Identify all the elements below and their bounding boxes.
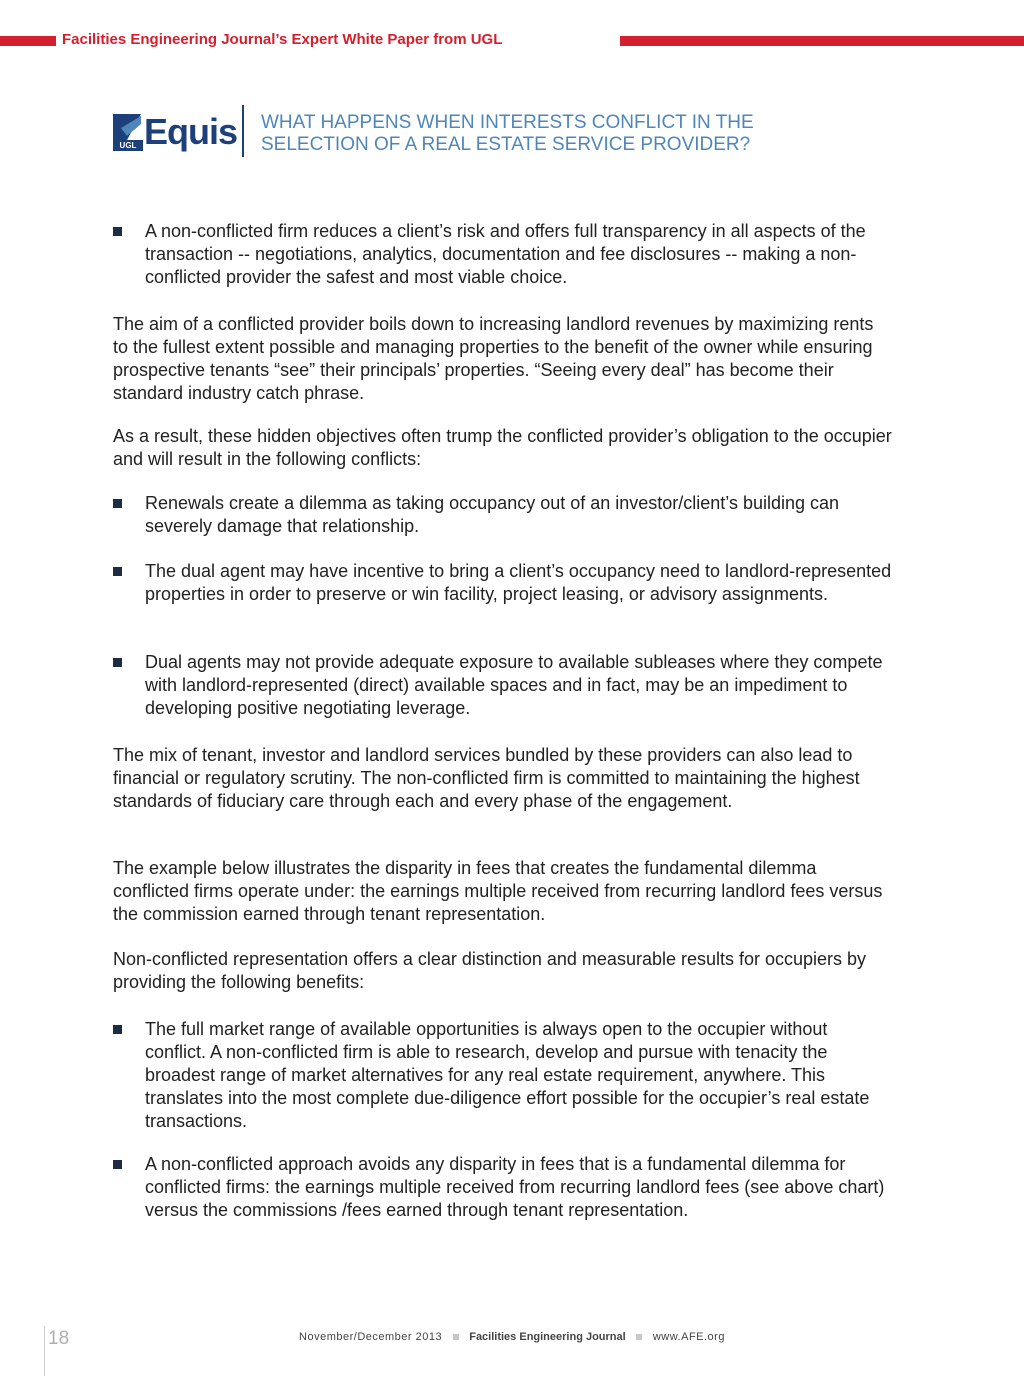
logo-word: Equis: [144, 111, 238, 152]
page-title-line2: SELECTION OF A REAL ESTATE SERVICE PROVIDER?: [261, 134, 751, 155]
equis-logo: [113, 111, 238, 154]
bullet-square-icon: [113, 567, 122, 576]
banner-bar-left: [0, 36, 56, 46]
bullet-text: Renewals create a dilemma as taking occupancy out of an investor/client’s building can severely damage that relationship.: [145, 493, 840, 536]
banner-text: Facilities Engineering Journal’s Expert White Paper from UGL: [62, 31, 503, 48]
footer-separator-icon: [453, 1334, 459, 1340]
bullet-square-icon: [113, 499, 122, 508]
paragraph: The example below illustrates the disparity in fees that creates the fundamental dilemma conflicted firms operate under: the earnings multiple received from recurring landlord fees versus the commission earned through tenant representation.: [113, 858, 883, 924]
paragraph: As a result, these hidden objectives often trump the conflicted provider’s obligation to the occupier and will result in the following conflicts:: [113, 426, 892, 469]
header-divider: [242, 105, 244, 157]
paragraph: The mix of tenant, investor and landlord services bundled by these providers can also lead to financial or regulatory scrutiny. The non-conflicted firm is committed to maintaining the highest standards of fiduciary care through each and every phase of the engagement.: [113, 745, 860, 811]
paragraph: Non-conflicted representation offers a clear distinction and measurable results for occupiers by providing the following benefits:: [113, 949, 867, 992]
bullet-text: The dual agent may have incentive to bring a client’s occupancy need to landlord-represented properties in order to preserve or win facility, project leasing, or advisory assignments.: [145, 561, 892, 604]
page-number: 18: [48, 1328, 70, 1349]
bullet-text: A non-conflicted approach avoids any disparity in fees that is a fundamental dilemma for conflicted firms: the earnings multiple received from recurring landlord fees (see above chart) versus the commissions /fees earned through tenant representation.: [145, 1154, 885, 1220]
bullet-square-icon: [113, 227, 122, 236]
logo-ugl-tag: UGL: [113, 140, 143, 151]
bullet-square-icon: [113, 658, 122, 667]
paragraph: The aim of a conflicted provider boils down to increasing landlord revenues by maximizing rents to the fullest extent possible and managing properties to the benefit of the owner while ensuring prospective tenants “see” their principals’ properties. “Seeing every deal” has become their standard industry catch phrase.: [113, 314, 874, 403]
footer-separator-icon: [636, 1334, 642, 1340]
footer: [0, 1331, 1024, 1343]
bullet-text: The full market range of available opportunities is always open to the occupier without conflict. A non-conflicted firm is able to research, develop and pursue with tenacity the broadest range of market alternatives for any real estate requirement, anywhere. This translates into the most complete due-diligence effort possible for the occupier’s real estate transactions.: [145, 1019, 870, 1131]
bullet-square-icon: [113, 1160, 122, 1169]
footer-issue: November/December 2013: [299, 1331, 443, 1343]
banner-bar-right: [620, 36, 1024, 46]
footer-journal: Facilities Engineering Journal: [469, 1331, 626, 1343]
footer-website: www.AFE.org: [652, 1331, 725, 1343]
header-banner: [0, 31, 1024, 49]
bullet-text: A non-conflicted firm reduces a client’s risk and offers full transparency in all aspects of the transaction -- negotiations, analytics, documentation and fee disclosures -- making a non-conflicted provider the safest and most viable choice.: [145, 221, 866, 287]
bullet-square-icon: [113, 1025, 122, 1034]
page-title: [261, 112, 821, 156]
equis-logo-icon: [113, 112, 143, 142]
page-title-line1: WHAT HAPPENS WHEN INTERESTS CONFLICT IN THE: [261, 112, 754, 133]
bullet-text: Dual agents may not provide adequate exposure to available subleases where they compete with landlord-represented (direct) available spaces and in fact, may be an impediment to developing positive negotiating leverage.: [145, 652, 883, 718]
